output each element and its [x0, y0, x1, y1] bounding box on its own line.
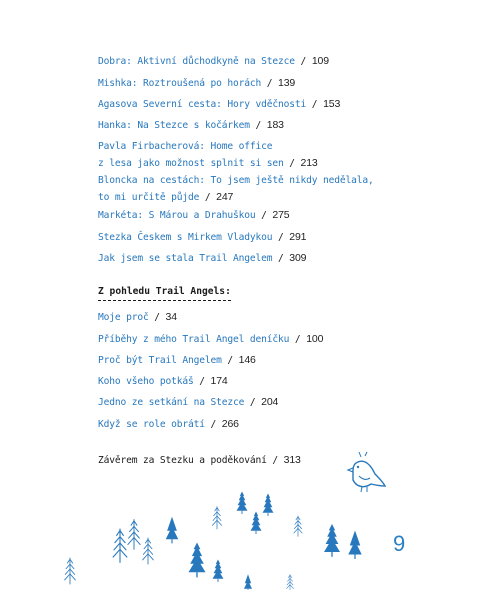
- toc-separator: /: [261, 78, 279, 89]
- toc-separator: /: [294, 56, 312, 67]
- toc-page-number: 313: [283, 454, 301, 466]
- toc-page-number: 109: [311, 55, 329, 67]
- toc-separator: /: [249, 120, 267, 131]
- toc-separator: /: [148, 312, 166, 323]
- toc-page-number: 275: [272, 209, 290, 221]
- toc-page-number: 183: [266, 119, 284, 131]
- toc-page-number: 266: [221, 418, 239, 430]
- toc-entry-title: Mishka: Roztroušená po horách: [98, 78, 262, 89]
- toc-separator: /: [289, 334, 307, 345]
- toc-separator: /: [272, 253, 290, 264]
- toc-page-number: 174: [210, 375, 228, 387]
- toc-entry-title: Bloncka na cestách: To jsem ještě nikdy nedělala,: [98, 175, 374, 186]
- toc-entry-title: Jak jsem se stala Trail Angelem: [98, 253, 273, 264]
- toc-separator: /: [306, 99, 324, 110]
- toc-page-number: 153: [323, 98, 341, 110]
- toc-page-number: 100: [306, 333, 324, 345]
- toc-entry-title: Agasova Severní cesta: Hory vděčnosti: [98, 99, 307, 110]
- toc-separator: /: [272, 232, 290, 243]
- page-number: 9: [393, 531, 406, 556]
- toc-entry-title: z lesa jako možnost splnit si sen: [98, 158, 284, 169]
- toc-page-number: 213: [300, 157, 318, 169]
- toc-separator: /: [266, 455, 284, 466]
- toc-entry-title: Stezka Českem s Mirkem Vladykou: [98, 232, 273, 243]
- toc-entry-title: Hanka: Na Stezce s kočárkem: [98, 120, 250, 131]
- toc-page-number: 34: [165, 311, 177, 323]
- toc-entry-title: Moje proč: [98, 312, 149, 323]
- toc-separator: /: [204, 419, 222, 430]
- toc-page-number: 309: [289, 252, 307, 264]
- toc-entry-title: Závěrem za Stezku a poděkování: [98, 455, 267, 466]
- toc-page-number: 204: [261, 396, 279, 408]
- toc-entry-title: Jedno ze setkání na Stezce: [98, 397, 245, 408]
- toc-separator: /: [193, 376, 211, 387]
- toc-entry-title: Když se role obrátí: [98, 419, 205, 430]
- toc-separator: /: [255, 210, 273, 221]
- toc-entry-title: Pavla Firbacherová: Home office: [98, 141, 273, 152]
- toc-entry-title: Proč být Trail Angelem: [98, 355, 222, 366]
- toc-entry-title: Příběhy z mého Trail Angel deníčku: [98, 334, 290, 345]
- toc-separator: /: [283, 158, 301, 169]
- toc-separator: /: [199, 192, 217, 203]
- toc-entry-title: Dobra: Aktivní důchodkyně na Stezce: [98, 56, 295, 67]
- toc-separator: /: [221, 355, 239, 366]
- bird-icon: [348, 452, 385, 492]
- toc-entry-title: Markéta: S Márou a Drahuškou: [98, 210, 256, 221]
- section-heading: Z pohledu Trail Angels:: [98, 286, 231, 297]
- toc-page-number: 146: [238, 354, 256, 366]
- toc-entry-title: Koho všeho potkáš: [98, 376, 194, 387]
- toc-page-number: 139: [278, 77, 296, 89]
- toc-page-number: 291: [289, 231, 307, 243]
- toc-separator: /: [244, 397, 262, 408]
- toc-entry-title: to mi určitě půjde: [98, 192, 200, 203]
- toc-page-number: 247: [216, 191, 234, 203]
